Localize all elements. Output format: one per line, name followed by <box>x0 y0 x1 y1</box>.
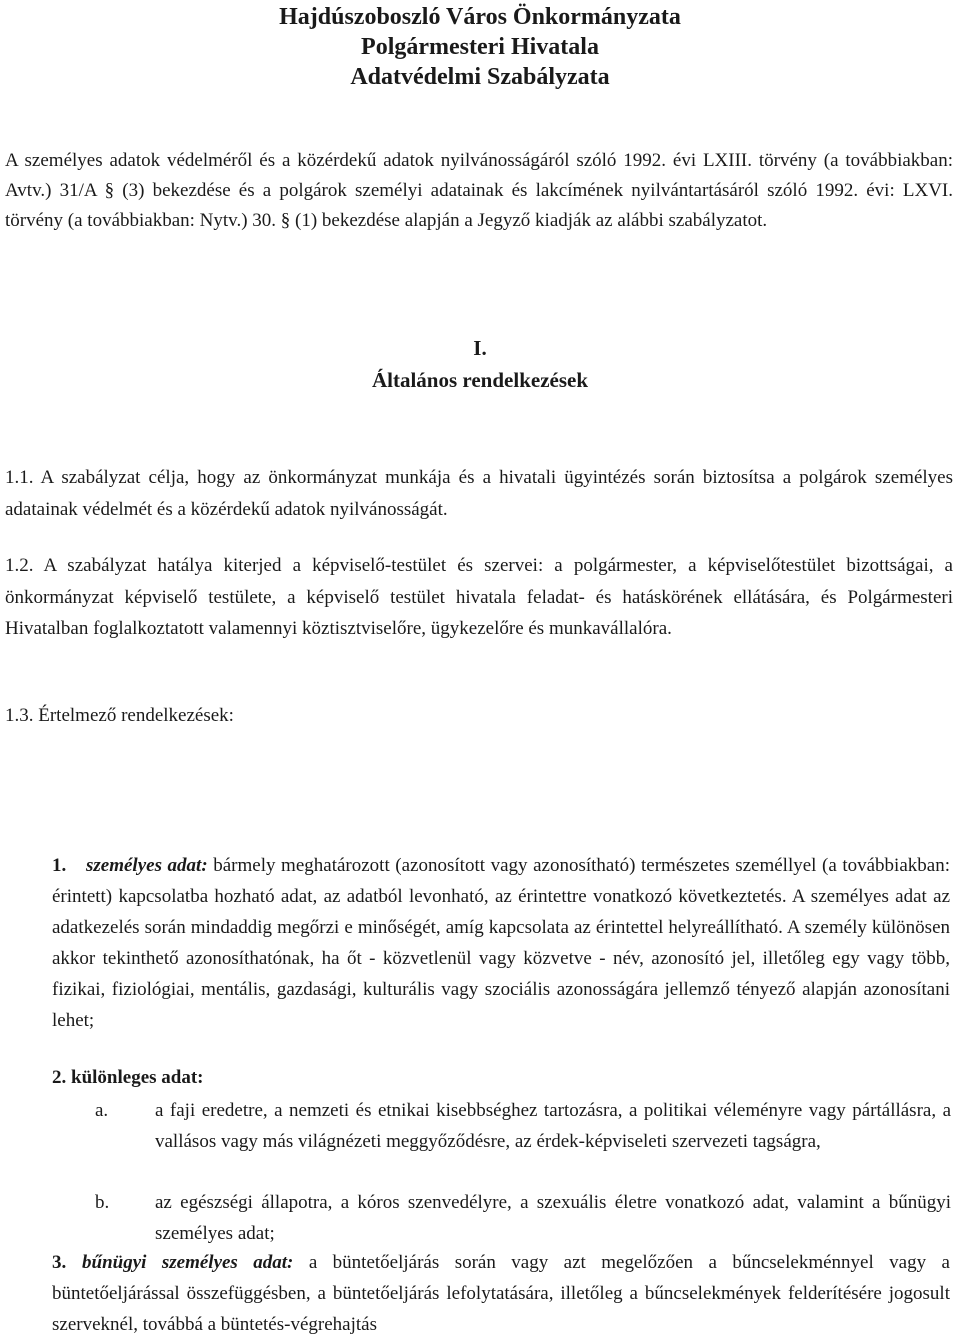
paragraph-1-2: 1.2. A szabályzat hatálya kiterjed a képviselő-testület és szervei: a polgármester, a képviselőtestület bizottságai, a önkormányzat képviselő testülete, a képviselő testület hivatala feladat- és hatáskörének ellátására, és Polgármesteri Hivatalban foglalkoztatott valamennyi köztisztviselőre, ügykezelőre és munkavállalóra. <box>5 555 953 639</box>
definition-number: 3. <box>52 1252 67 1273</box>
definition-text: bármely meghatározott (azonosított vagy azonosítható) természetes személlyel (a továbbiakban: érintett) kapcsolatba hozható adat, az adatból levonható, az érintettre vonatkozó következtetés. A személyes adat az adatkezelés során mindaddig megőrzi e minőségét, amíg kapcsolata az érintettel helyreállítható. A személy különösen akkor tekinthető azonosíthatónak, ha őt - közvetlenül vagy közvetve - név, azonosító jel, illetőleg egy vagy több, fizikai, fiziológiai, mentális, gazdasági, kulturális vagy szociális azonosságára jellemző tényező alapján azonosítani lehet; <box>52 855 950 1031</box>
definition-number: 1. <box>52 855 67 876</box>
item-text: a faji eredetre, a nemzeti és etnikai kisebbséghez tartozásra, a politikai véleményre vagy pártállásra, a vallásos vagy más világnézeti meggyőződésre, az érdek-képviseleti szervezeti tagságra, <box>155 1100 951 1152</box>
definition-2-heading <box>52 1062 950 1093</box>
paragraph-1-3: 1.3. Értelmező rendelkezések: <box>5 705 234 726</box>
section-number: I. <box>473 336 487 360</box>
item-letter: b. <box>95 1192 110 1213</box>
definition-text: a büntetőeljárás során vagy azt megelőzően a bűncselekménnyel vagy a büntetőeljárással összefüggésben, a büntetőeljárás lefolytatására, illetőleg a bűncselekmények felderítésére jogosult szerveknél, továbbá a büntetés-végrehajtás <box>52 1252 950 1335</box>
definition-term: bűnügyi személyes adat <box>82 1252 288 1273</box>
definition-colon: : <box>287 1252 294 1273</box>
intro-paragraph: A személyes adatok védelméről és a közérdekű adatok nyilvánosságáról szóló 1992. évi LXIII. törvény (a továbbiakban: Avtv.) 31/A § (3) bekezdése és a polgárok személyi adatainak és lakcímének nyilvántartásáról szóló 1992. évi: LXVI. törvény (a továbbiakban: Nytv.) 30. § (1) bekezdése alapján a Jegyző kiadják az alábbi szabályzatot. <box>5 150 953 231</box>
definition-2-item-b <box>95 1187 951 1249</box>
paragraph-1-1: 1.1. A szabályzat célja, hogy az önkormányzat munkája és a hivatali ügyintézés során biztosítsa a polgárok személyes adatainak védelmét és a közérdekű adatok nyilvánosságát. <box>5 467 953 520</box>
title-line-1: Hajdúszoboszló Város Önkormányzata <box>279 4 681 30</box>
definition-term: személyes adat <box>86 855 202 876</box>
item-letter: a. <box>95 1100 109 1121</box>
definition-colon: : <box>201 855 208 876</box>
title-line-3: Adatvédelmi Szabályzata <box>350 64 610 90</box>
section-title: Általános rendelkezések <box>371 368 589 392</box>
item-text: az egészségi állapotra, a kóros szenvedélyre, a szexuális életre vonatkozó adat, valamint a bűnügyi személyes adat; <box>155 1192 951 1244</box>
document-title <box>0 0 960 92</box>
definition-1 <box>52 850 950 1036</box>
definition-number: 2. <box>52 1067 67 1088</box>
definition-3 <box>52 1247 950 1340</box>
definition-2-item-a <box>95 1095 951 1157</box>
title-line-2: Polgármesteri Hivatala <box>361 34 599 60</box>
definition-term: különleges adat: <box>71 1067 204 1088</box>
